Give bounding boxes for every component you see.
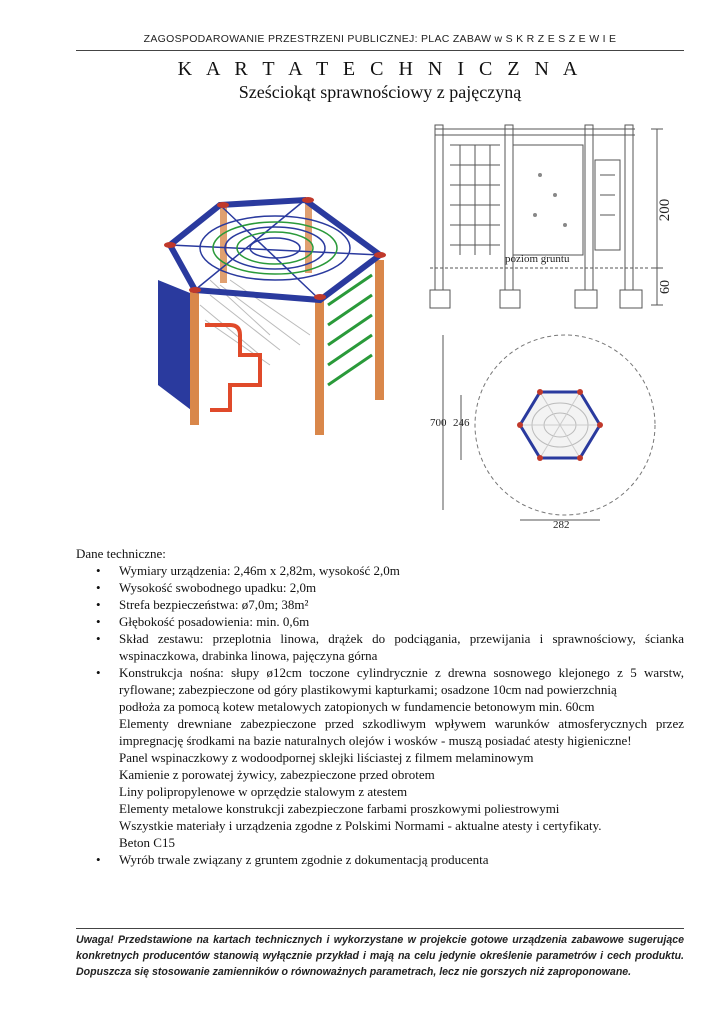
width-label: 282 (553, 519, 570, 531)
ground-level-label: poziom gruntu (505, 253, 570, 265)
plan-hexagon (517, 389, 603, 461)
technical-data-heading: Dane techniczne: (76, 546, 166, 561)
list-item: • Wyrób trwale związany z gruntem zgodnie z dokumentacją producenta (119, 851, 684, 868)
bendy-bar (205, 325, 260, 410)
zone-diameter-label: 700 (430, 417, 447, 429)
spider-web (170, 200, 380, 300)
list-item: • Głębokość posadowienia: min. 0,6m (119, 613, 684, 630)
plan-view-drawing (425, 330, 685, 535)
equipment-illustration (150, 185, 410, 445)
list-item: • Wysokość swobodnego upadku: 2,0m (119, 579, 684, 596)
disclaimer-note: Uwaga! Przedstawione na kartach technicznych i wykorzystane w projekcie gotowe urządzenia zabawowe sugerujące konkretnych producentów stanowią wyłącznie przykład i mają na celu jedynie określenie parametrów i cech produktu. Dopuszcza się stosowanie zamienników o równoważnych parametrach, lecz nie gorszych niż zaproponowane. (76, 934, 684, 978)
list-item-construction (119, 664, 684, 851)
header-rule (76, 50, 684, 51)
side-elevation-drawing (425, 115, 685, 315)
page-title: K A R T A T E C H N I C Z N A (177, 58, 583, 80)
construction-line: podłoża za pomocą kotew metalowych zatopionych w fundamencie betonowym min. 60cm (119, 699, 595, 714)
construction-line: Elementy drewniane zabezpieczone przed szkodliwym wpływem warunków atmosferycznych przez impregnację środkami na bazie naturalnych olejów i wosków - muszą posiadać atesty higieniczne! (119, 716, 684, 748)
construction-line: Liny polipropylenowe w oprzędzie stalowym z atestem (119, 784, 408, 799)
construction-line: Elementy metalowe konstrukcji zabezpieczone farbami proszkowymi poliestrowymi (119, 801, 560, 816)
technical-data-list (76, 562, 684, 868)
post-caps (164, 197, 386, 300)
list-item: • Skład zestawu: przeplotnia linowa, drążek do podciągania, przewijania i sprawnościowy, ścianka wspinaczkowa, drabinka linowa, pajęczyna górna (119, 630, 684, 664)
construction-line: Wszystkie materiały i urządzenia zgodne z Polskimi Normami - aktualne atesty i certyfikaty. (119, 818, 602, 833)
construction-line: • Konstrukcja nośna: słupy ø12cm toczone cylindrycznie z drewna sosnowego klejonego z 5 warstw, ryflowane; zabezpieczone od góry plastikowymi kapturkami; osadzone 10cm nad powierzchnią (119, 665, 684, 697)
technical-data-section (76, 545, 684, 868)
list-item: • Wymiary urządzenia: 2,46m x 2,82m, wysokość 2,0m (119, 562, 684, 579)
footer-rule (76, 928, 684, 929)
depth-label: 246 (453, 417, 470, 429)
header-w: w (494, 33, 503, 45)
construction-line: Panel wspinaczkowy z wodoodpornej sklejki liściastej z filmem melaminowym (119, 750, 534, 765)
header-town: S K R Z E S Z E W I E (505, 33, 617, 45)
climbing-panel (158, 280, 195, 413)
document-header (76, 33, 684, 45)
height-top-label: 200 (657, 198, 673, 222)
page-subtitle: Sześciokąt sprawnościowy z pajęczyną (238, 82, 522, 102)
header-text: ZAGOSPODAROWANIE PRZESTRZENI PUBLICZNEJ: PLAC ZABAW (143, 33, 492, 45)
construction-line: Beton C15 (119, 835, 175, 850)
construction-line: Kamienie z porowatej żywicy, zabezpieczone przed obrotem (119, 767, 435, 782)
list-item: • Strefa bezpieczeństwa: ø7,0m; 38m² (119, 596, 684, 613)
height-bottom-label: 60 (658, 280, 673, 294)
